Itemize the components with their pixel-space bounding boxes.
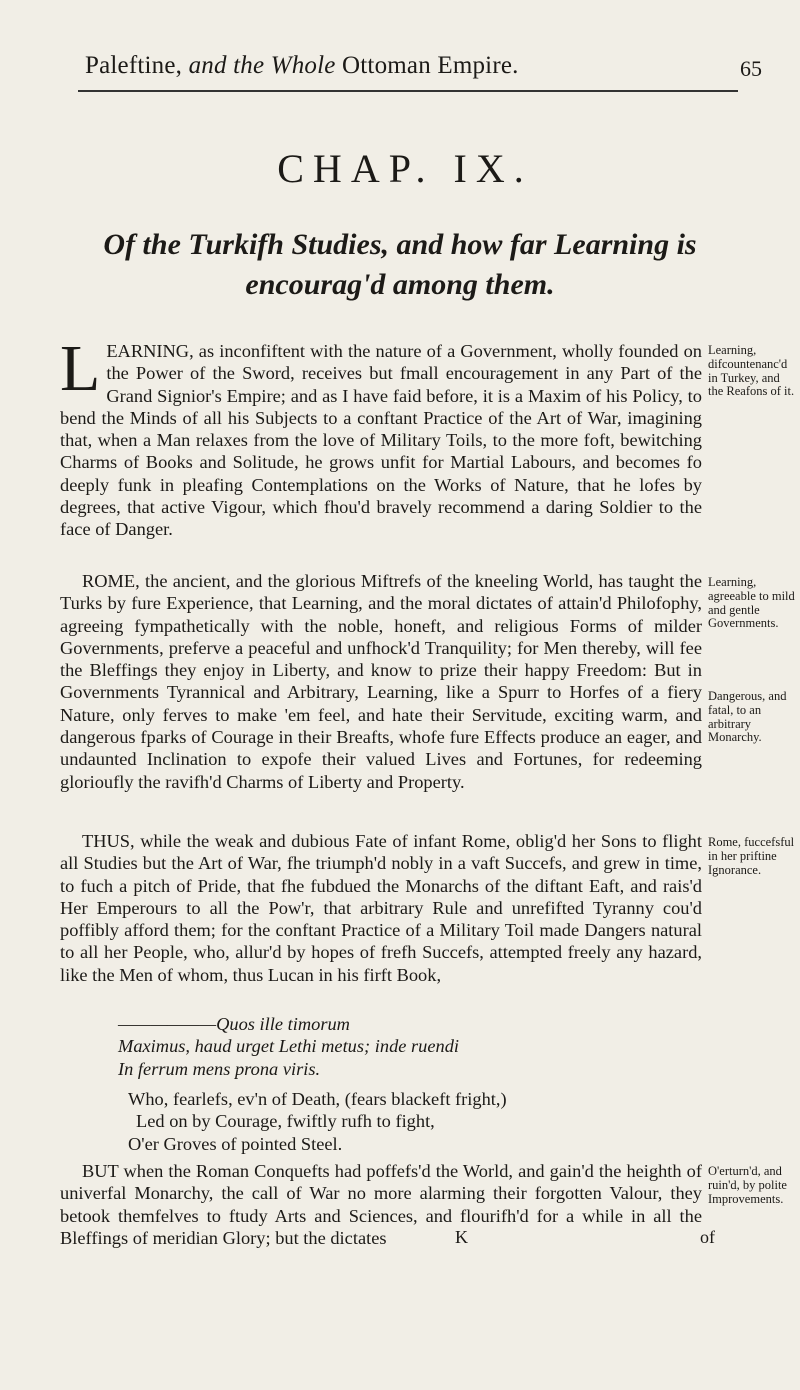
- verse-line: Who, fearlefs, ev'n of Death, (fears blackeft fright,): [128, 1089, 507, 1109]
- chapter-label: CHAP. IX.: [277, 146, 533, 191]
- paragraph-learning: [60, 332, 702, 541]
- verse-line: Led on by Courage, fwiftly rufh to fight,: [136, 1111, 435, 1132]
- latin-verse: [118, 1013, 678, 1080]
- paragraph-rome: [60, 570, 702, 793]
- verse-line: O'er Groves of pointed Steel.: [128, 1133, 343, 1154]
- running-head-right: Ottoman Empire.: [342, 52, 519, 79]
- paragraph-text: BUT when the Roman Conquefts had poffefs'd the World, and gain'd the heighth of univerfal Monarchy, the call of War no more alarming their forgotten Valour, they betook themfelves to ftudy Arts and Sciences, and flourifh'd for a while in all the Bleffings of meridian Glory; but the dictates: [60, 1161, 702, 1248]
- paragraph-thus: [60, 830, 702, 986]
- chapter-title-line-2: encourag'd among them.: [245, 268, 555, 301]
- english-verse: [128, 1088, 688, 1155]
- paragraph-text: ROME, the ancient, and the glorious Miftrefs of the kneeling World, has taught the Turks by fure Experience, that Learning, and the moral dictates of attain'd Philofophy, agreeing fympathetically with the noble, honeft, and religious Forms of milder Governments, preferve a peaceful and unfhock'd Tranquility; for Men thereby, will fee the Bleffings they enjoy in Liberty, and know to prize their happy Freedom: But in Governments Tyrannical and Arbitrary, Learning, like a Spurr to Horfes of a fiery Nature, only ferves to make 'em feel, and hate their Servitude, exciting warm, and dangerous fparks of Courage in their Breafts, whofe fure Effects produce an eager, and undaunted Inclination to expofe their valued Lives and Fortunes, for redeeming glorioufly the ravifh'd Charms of Liberty and Property.: [60, 571, 702, 792]
- paragraph-text: THUS, while the weak and dubious Fate of infant Rome, oblig'd her Sons to flight all Studies but the Art of War, fhe triumph'd nobly in a vaft Succefs, and grew in time, to fuch a pitch of Pride, that fhe fubdued the Monarchs of the diftant Eaft, and rais'd Her Emperours to all the Pow'r, that arbitrary Rule and unrefifted Tyranny cou'd poffibly afford them; for the conftant Practice of a Military Toil made Dangers natural to all her People, who, allur'd by hopes of frefh Succefs, attempted freely any hazard, like the Men of whom, thus Lucan in his firft Book,: [60, 831, 702, 985]
- running-head-italic: and the Whole: [188, 52, 336, 79]
- page-number: 65: [740, 56, 762, 81]
- verse-line: Maximus, haud urget Lethi metus; inde ruendi: [118, 1036, 460, 1057]
- running-head: [85, 52, 725, 80]
- signature-mark: K: [455, 1227, 468, 1247]
- verse-line: ——————Quos ille timorum: [118, 1014, 350, 1034]
- chapter-title-line-1: Of the Turkifh Studies, and how far Learning is: [103, 228, 697, 261]
- running-head-left: Paleftine,: [85, 52, 183, 79]
- margin-note: Learning, agreeable to mild and gentle Governments.: [708, 575, 795, 631]
- paragraph-but: [60, 1160, 702, 1249]
- margin-note: O'erturn'd, and ruin'd, by polite Improvements.: [708, 1164, 787, 1206]
- paragraph-text: EARNING, as inconfiftent with the nature of a Government, wholly founded on the Power of the Sword, receives but fmall encouragement in any Part of the Grand Signior's Empire; and as I have faid before, it is a Maxim of his Policy, to bend the Minds of all his Subjects to a conftant Practice of the Art of War, imagining that, when a Man relaxes from the love of Military Toils, to the more foft, bewitching Charms of Books and Solitude, he grows unfit for Martial Labours, and becomes fo deeply funk in pleafing Contemplations on the Works of Nature, that he lofes by degrees, that active Vigour, which fhou'd bravely recommend a daring Soldier to the face of Danger.: [60, 341, 702, 540]
- header-rule: [78, 90, 738, 92]
- verse-line: In ferrum mens prona viris.: [118, 1058, 321, 1079]
- margin-note: Learning, difcountenanc'd in Turkey, and the Reafons of it.: [708, 343, 795, 399]
- catchword: of: [700, 1227, 715, 1247]
- margin-note: Rome, fuccefsful in her priftine Ignorance.: [708, 835, 795, 877]
- drop-cap: L: [60, 332, 101, 405]
- margin-note: Dangerous, and fatal, to an arbitrary Monarchy.: [708, 689, 787, 745]
